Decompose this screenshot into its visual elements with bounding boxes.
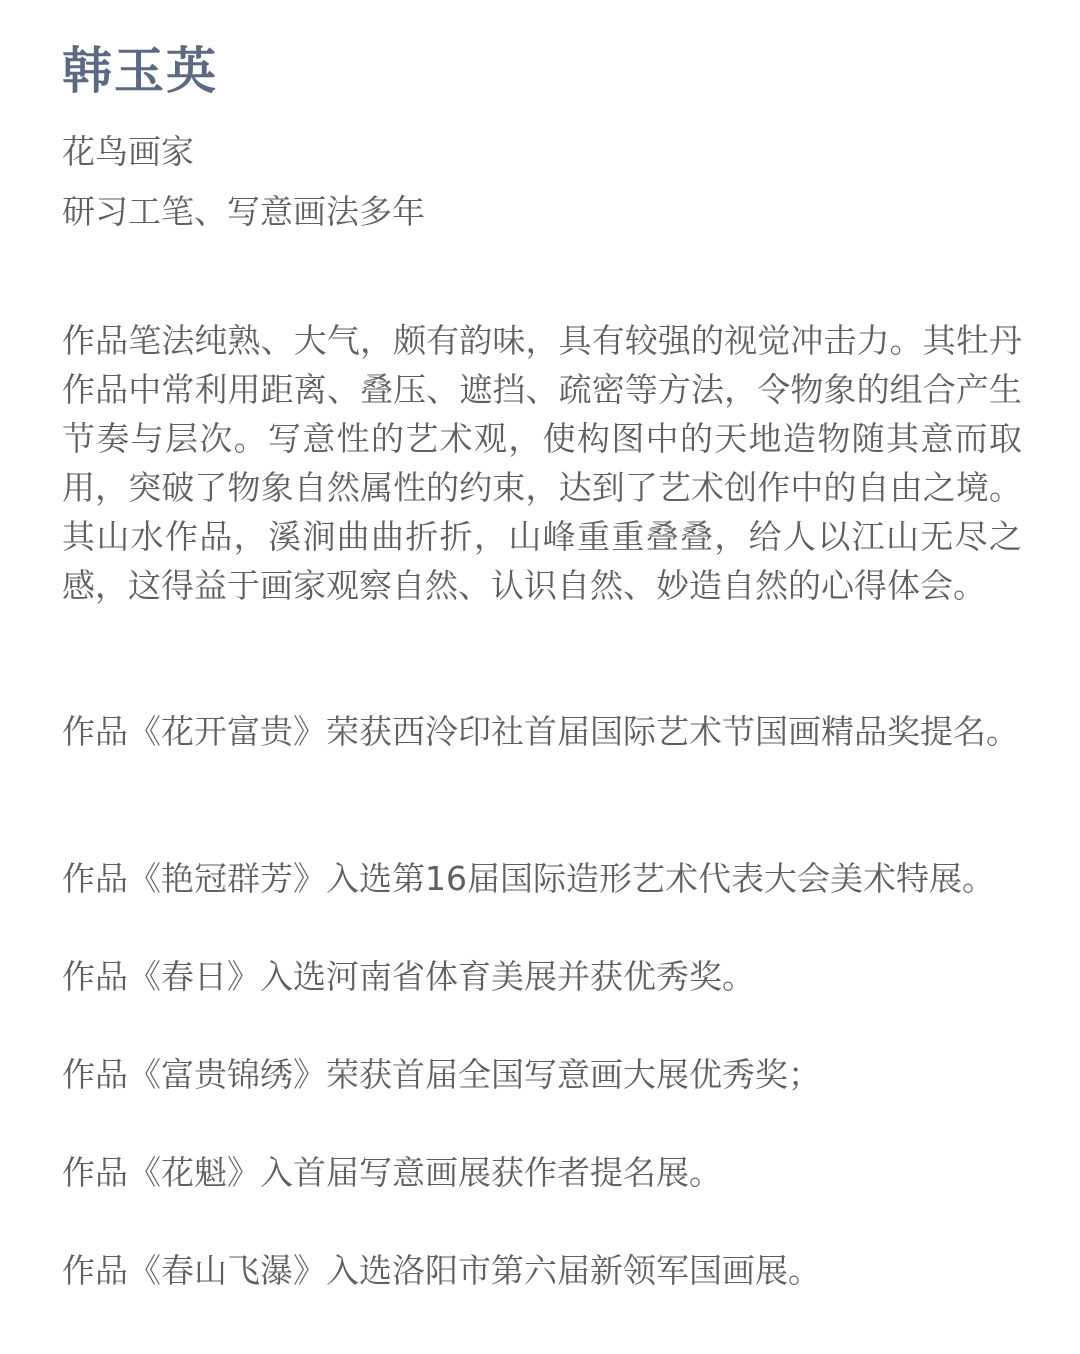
- intro-paragraph: 作品笔法纯熟、大气，颇有韵味，具有较强的视觉冲击力。其牡丹作品中常利用距离、叠压、遮挡、疏密等方法，令物象的组合产生节奏与层次。写意性的艺术观，使构图中的天地造物随其意而取用，突破了物象自然属性的约束，达到了艺术创作中的自由之境。其山水作品，溪涧曲曲折折，山峰重重叠叠，给人以江山无尽之感，这得益于画家观察自然、认识自然、妙造自然的心得体会。: [62, 321, 1022, 605]
- achievement-item: 作品《春日》入选河南省体育美展并获优秀奖。: [62, 957, 755, 996]
- achievement-item: 作品《富贵锦绣》荣获首届全国写意画大展优秀奖；: [62, 1055, 821, 1094]
- artist-title: 花鸟画家: [62, 132, 194, 171]
- achievement-item: 作品《艳冠群芳》入选第16届国际造形艺术代表大会美术特展。: [62, 859, 995, 898]
- artist-experience: 研习工笔、写意画法多年: [62, 192, 425, 231]
- achievement-item: 作品《花开富贵》荣获西泠印社首届国际艺术节国画精品奖提名。: [62, 712, 1019, 751]
- achievement-item: 作品《春山飞瀑》入选洛阳市第六届新领军国画展。: [62, 1251, 821, 1290]
- achievement-item: 作品《花魁》入首届写意画展获作者提名展。: [62, 1153, 722, 1192]
- artist-name: 韩玉英: [62, 42, 218, 100]
